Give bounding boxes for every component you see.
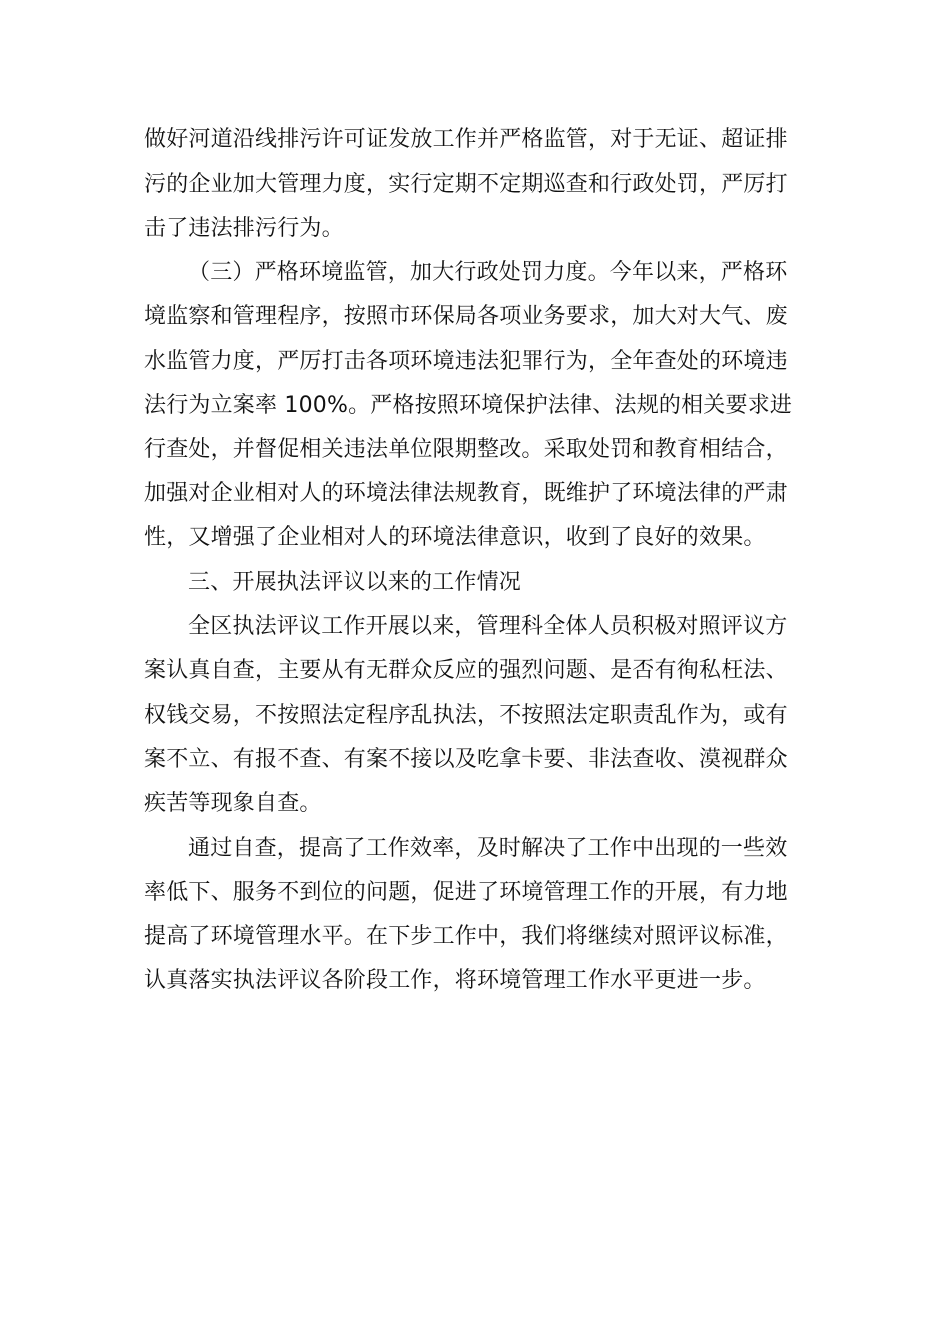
paragraph-4-line-1: 全区执法评议工作开展以来，管理科全体人员积极对照评议方: [188, 614, 788, 639]
paragraph-2-line-5: 行查处，并督促相关违法单位限期整改。采取处罚和教育相结合，: [144, 437, 788, 462]
paragraph-2-line-7: 性，又增强了企业相对人的环境法律意识，收到了良好的效果。: [144, 525, 766, 550]
paragraph-5-line-1: 通过自查，提高了工作效率，及时解决了工作中出现的一些效: [188, 836, 788, 861]
paragraph-4-line-2: 案认真自查，主要从有无群众反应的强烈问题、是否有徇私枉法、: [144, 658, 788, 683]
paragraph-2-line-4: 法行为立案率 100%。严格按照环境保护法律、法规的相关要求进: [144, 393, 793, 418]
paragraph-1-line-2: 污的企业加大管理力度，实行定期不定期巡查和行政处罚，严厉打: [144, 172, 788, 197]
paragraph-2-line-3: 水监管力度，严厉打击各项环境违法犯罪行为，全年查处的环境违: [144, 349, 788, 374]
paragraph-2-line-6: 加强对企业相对人的环境法律法规教育，既维护了环境法律的严肃: [144, 481, 788, 506]
paragraph-5-line-2: 率低下、服务不到位的问题，促进了环境管理工作的开展，有力地: [144, 880, 788, 905]
section-heading: 三、开展执法评议以来的工作情况: [188, 570, 522, 595]
paragraph-5-line-4: 认真落实执法评议各阶段工作，将环境管理工作水平更进一步。: [144, 968, 766, 993]
paragraph-2-line-2: 境监察和管理程序，按照市环保局各项业务要求，加大对大气、废: [144, 304, 788, 329]
paragraph-4-line-5: 疾苦等现象自查。: [144, 791, 322, 816]
paragraph-1-line-3: 击了违法排污行为。: [144, 216, 344, 241]
paragraph-4-line-4: 案不立、有报不查、有案不接以及吃拿卡要、非法查收、漠视群众: [144, 747, 788, 772]
paragraph-5-line-3: 提高了环境管理水平。在下步工作中，我们将继续对照评议标准，: [144, 924, 788, 949]
paragraph-2-line-1: （三）严格环境监管，加大行政处罚力度。今年以来，严格环: [188, 260, 788, 285]
paragraph-4-line-3: 权钱交易，不按照法定程序乱执法，不按照法定职责乱作为，或有: [144, 703, 788, 728]
paragraph-1-line-1: 做好河道沿线排污许可证发放工作并严格监管，对于无证、超证排: [144, 127, 788, 152]
